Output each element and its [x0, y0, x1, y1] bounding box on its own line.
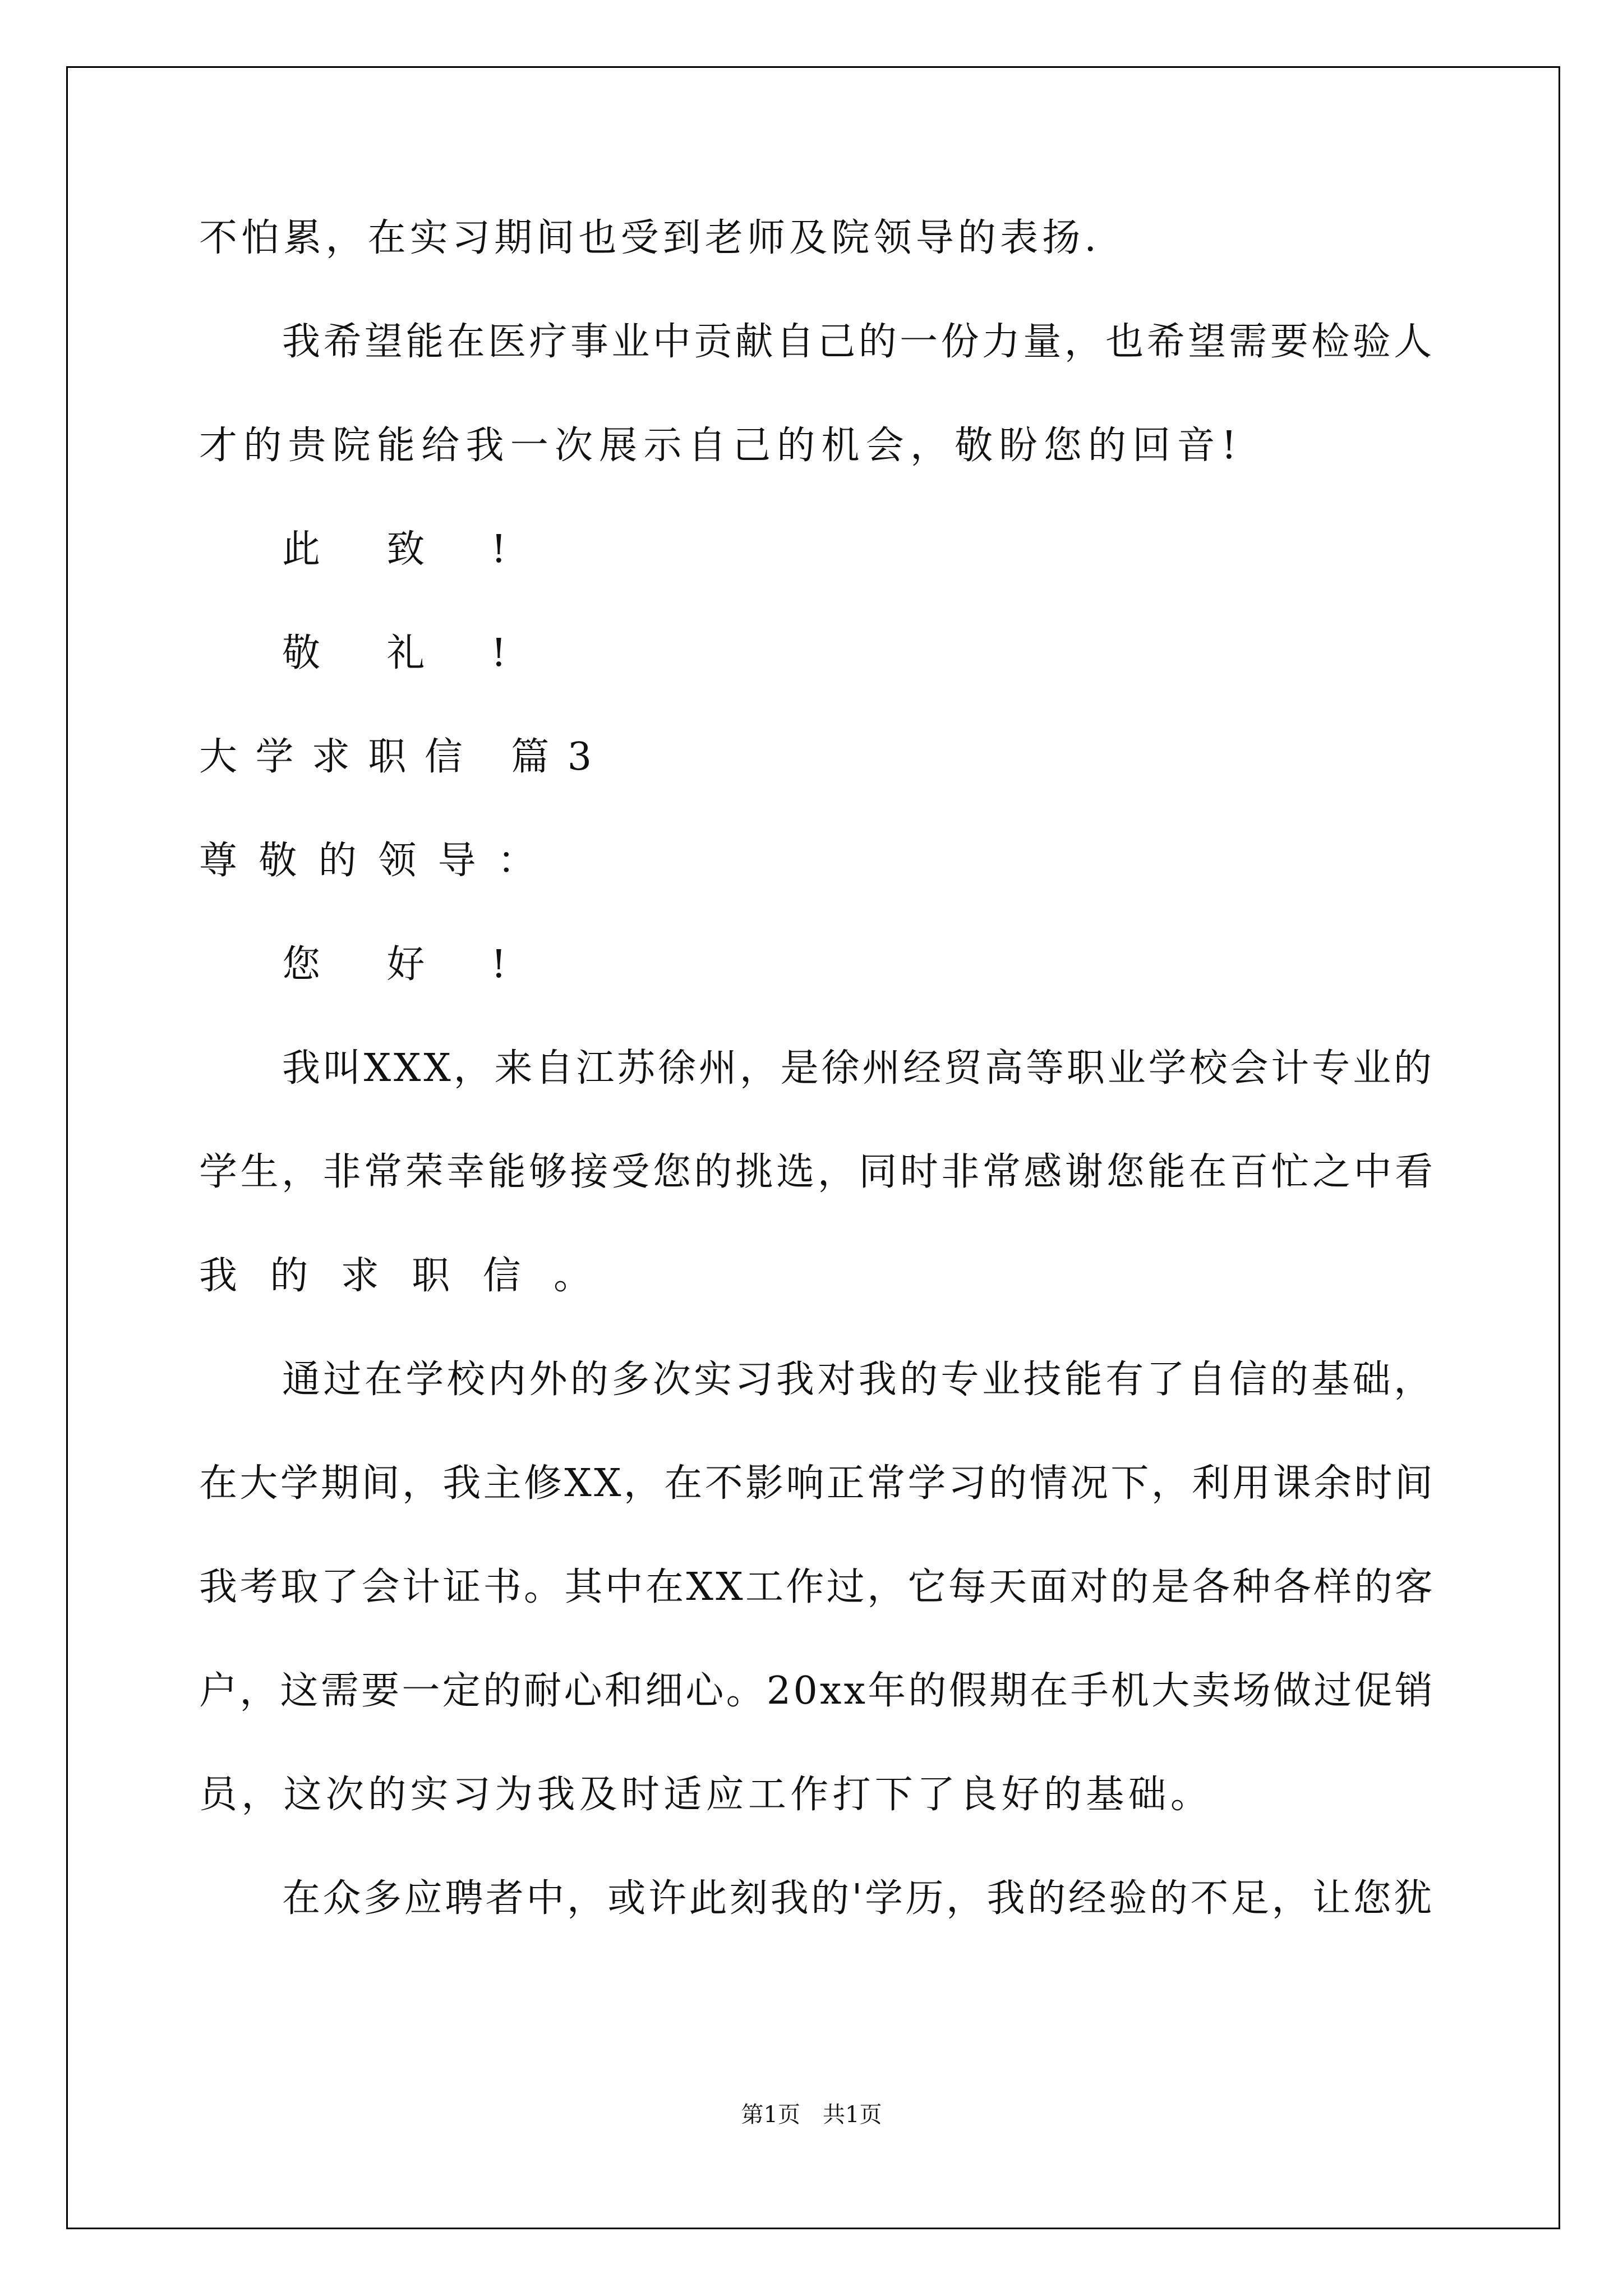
text-line: 我叫XXX，来自江苏徐州，是徐州经贸高等职业学校会计专业的	[282, 1046, 1435, 1091]
page-footer: 第1页 共1页	[741, 2102, 882, 2128]
salutation: 尊敬的领导：	[199, 839, 557, 883]
text-line: 员，这次的实习为我及时适应工作打下了良好的基础。	[199, 1773, 1213, 1817]
text-line: 我的求职信。	[199, 1254, 625, 1298]
text-line: 通过在学校内外的多次实习我对我的专业技能有了自信的基础，	[282, 1358, 1435, 1402]
section-heading: 大学求职信 篇3	[199, 735, 610, 779]
text-line: 才的贵院能给我一次展示自己的机会，敬盼您的回音!	[199, 424, 1243, 468]
text-line: 此致!	[282, 527, 573, 572]
text-line: 我考取了会计证书。其中在XX工作过，它每天面对的是各种各样的客	[199, 1565, 1436, 1609]
text-line: 在众多应聘者中，或许此刻我的'学历，我的经验的不足，让您犹	[282, 1876, 1435, 1921]
greeting: 您好!	[282, 942, 573, 987]
text-line: 户，这需要一定的耐心和细心。20xx年的假期在手机大卖场做过促销	[199, 1669, 1436, 1713]
text-line: 敬礼!	[282, 631, 573, 675]
text-line: 我希望能在医疗事业中贡献自己的一份力量，也希望需要检验人	[282, 320, 1435, 364]
text-line: 学生，非常荣幸能够接受您的挑选，同时非常感谢您能在百忙之中看	[199, 1150, 1436, 1194]
text-line: 在大学期间，我主修XX，在不影响正常学习的情况下，利用课余时间	[199, 1461, 1436, 1506]
text-line: 不怕累，在实习期间也受到老师及院领导的表扬.	[199, 216, 1101, 260]
